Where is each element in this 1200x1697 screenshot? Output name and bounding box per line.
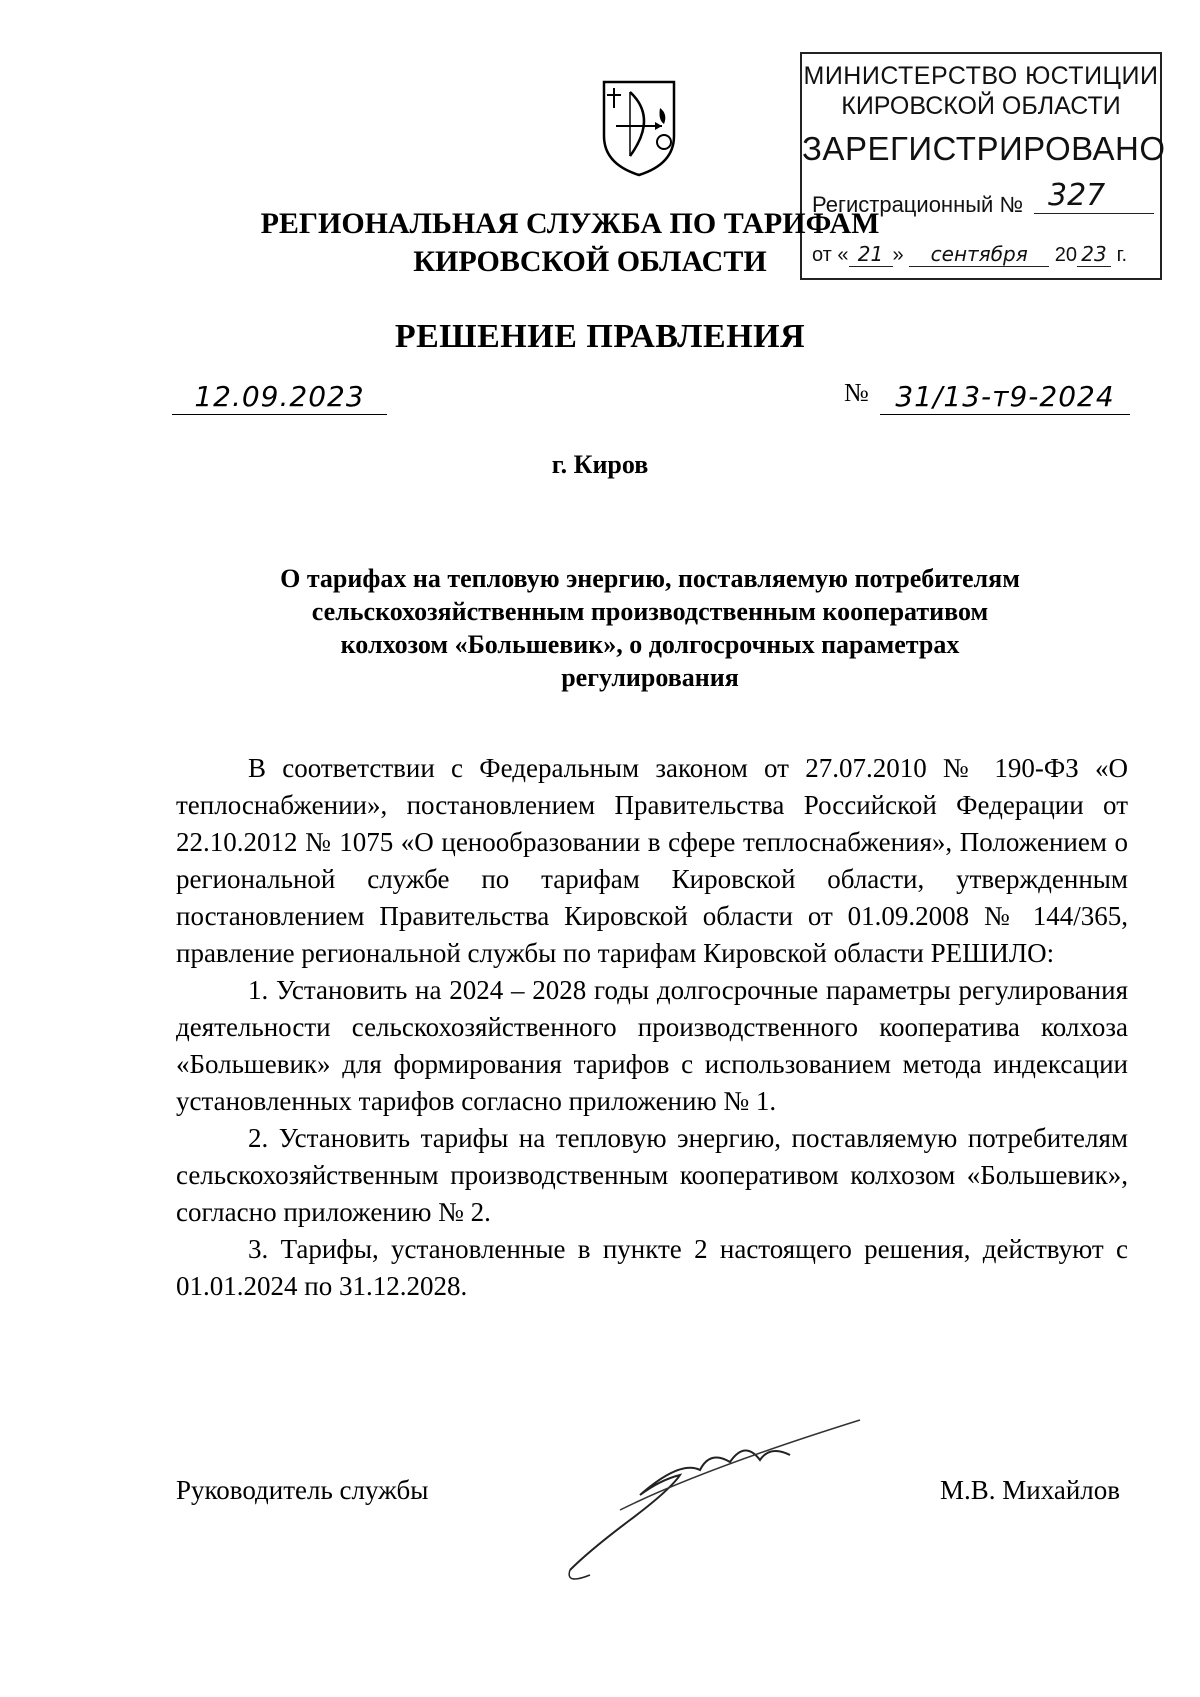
item-3-paragraph: 3. Тарифы, установленные в пункте 2 настоящего решения, действуют с 01.01.2024 по 31.12.2028. bbox=[176, 1234, 1128, 1301]
preamble-paragraph: В соответствии с Федеральным законом от 27.07.2010 № 190-ФЗ «О теплоснабжении», постановлением Правительства Российской Федерации от 22.10.2012 № 1075 «О ценообразовании в сфере теплоснабжения», Положением о региональной службе по тарифам Кировской области, утвержденным постановлением Правительства Кировской области от 01.09.2008 № 144/365, правление региональной службы по тарифам Кировской области РЕШИЛО: bbox=[176, 753, 1128, 968]
stamp-registered-line: ЗАРЕГИСТРИРОВАНО bbox=[802, 130, 1166, 167]
item-1-paragraph: 1. Установить на 2024 – 2028 годы долгосрочные параметры регулирования деятельности сельскохозяйственного производственного кооператива колхоза «Большевик» для формирования тарифов с использованием метода индексации установленных тарифов согласно приложению № 1. bbox=[176, 975, 1128, 1116]
stamp-date-day: 21 bbox=[849, 242, 893, 267]
handwritten-signature bbox=[560, 1400, 900, 1600]
signatory-role: Руководитель службы bbox=[176, 1475, 429, 1505]
agency-line-1: РЕГИОНАЛЬНАЯ СЛУЖБА ПО ТАРИФАМ bbox=[260, 207, 880, 240]
stamp-reg-number: 327 bbox=[1034, 178, 1154, 214]
stamp-date-prefix: от bbox=[812, 244, 832, 266]
stamp-date-year-prefix: 20 bbox=[1054, 244, 1078, 266]
stamp-reg-label: Регистрационный № bbox=[812, 192, 1024, 217]
agency-name bbox=[0, 205, 1200, 281]
subject-line-4: регулирования bbox=[561, 663, 739, 692]
agency-line-2: КИРОВСКОЙ ОБЛАСТИ bbox=[413, 245, 767, 278]
stamp-date-month: сентября bbox=[909, 242, 1049, 267]
item-2-paragraph: 2. Установить тарифы на тепловую энергию, поставляемую потребителям сельскохозяйственным производственным кооперативом колхозом «Большевик», согласно приложению № 2. bbox=[176, 1123, 1128, 1227]
kirov-coat-of-arms-icon bbox=[600, 78, 678, 178]
number-sign: № bbox=[844, 378, 869, 407]
subject-line-2: сельскохозяйственным производственным кооперативом bbox=[311, 597, 989, 626]
decision-number: 31/13-т9-2024 bbox=[880, 380, 1130, 415]
subject-line-3: колхозом «Большевик», о долгосрочных параметрах bbox=[340, 630, 960, 659]
document-title: РЕШЕНИЕ ПРАВЛЕНИЯ bbox=[394, 318, 806, 355]
stamp-date-suffix: г. bbox=[1116, 244, 1128, 266]
city: г. Киров bbox=[551, 450, 649, 479]
signatory-name: М.В. Михайлов bbox=[940, 1475, 1121, 1505]
stamp-quote-open: « bbox=[837, 244, 849, 266]
stamp-region-line: КИРОВСКОЙ ОБЛАСТИ bbox=[841, 92, 1121, 120]
decision-date: 12.09.2023 bbox=[172, 380, 387, 415]
decision-subject bbox=[200, 562, 1100, 694]
stamp-date-year-suffix: 23 bbox=[1077, 242, 1111, 267]
stamp-quote-close: » bbox=[892, 244, 904, 266]
subject-line-1: О тарифах на тепловую энергию, поставляемую потребителям bbox=[280, 564, 1020, 593]
stamp-ministry-line: МИНИСТЕРСТВО ЮСТИЦИИ bbox=[803, 62, 1159, 90]
decision-body bbox=[176, 750, 1128, 1305]
